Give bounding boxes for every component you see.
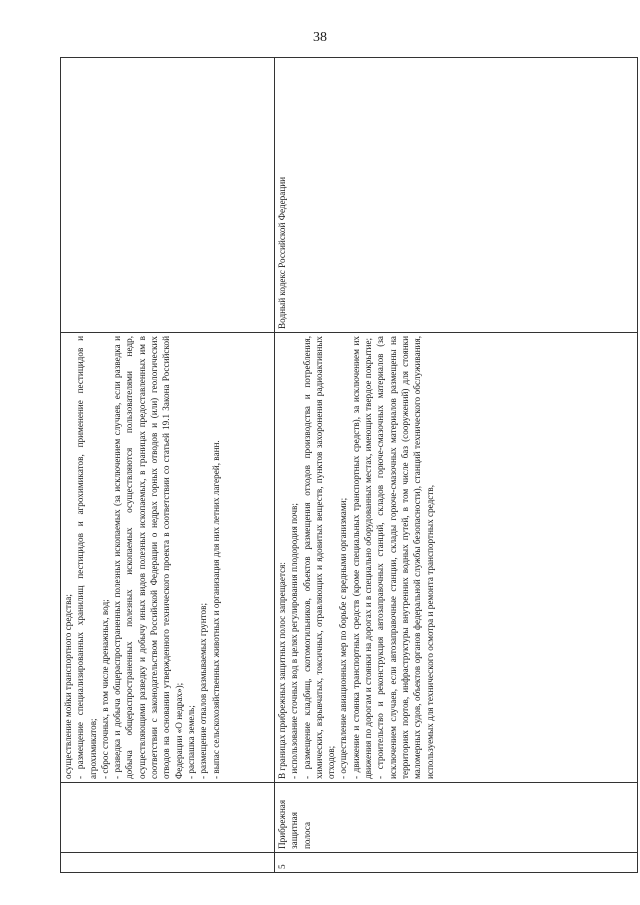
restrictions-table <box>60 57 638 873</box>
row-number-cell: 5 <box>275 853 638 873</box>
requirements-cell: В границах прибрежных защитных полос запрещается: - использование сточных вод в целях регулирования плодородия почв; - размещение кладбищ, скотомогильников, объектов размещения отходов производства и потребления, химических, взрывчатых, токсичных, отравляющих и ядовитых веществ, пунктов захоронения радиоактивных отходов; - осуществление авиационных мер по борьбе с вредными организмами; - движение и стоянка транспортных средств (кроме специальных транспортных средств), за исключением их движения по дорогам и стоянки на дорогах и в специально оборудованных местах, имеющих твердое покрытие; - строительство и реконструкция автозаправочных станций, складов горюче-смазочных материалов (за исключением случаев, если автозаправочные станции, склады горюче-смазочных материалов размещены на территориях портов, инфраструктуры внутренних водных путей, в том числе баз (сооружений) для стоянки маломерных судов, объектов органов федеральной службы безопасности), станций технического обслуживания, используемых для технического осмотра и ремонта транспортных средств, <box>275 333 638 783</box>
rotated-table-wrapper <box>60 58 635 873</box>
zone-name-cell <box>61 783 275 853</box>
requirements-cell: осуществление мойки транспортного средства; - размещение специализированных хранилищ пестицидов и агрохимикатов, применение пестицидов и агрохимикатов; - сброс сточных, в том числе дренажных, вод; - разведка и добыча общераспространенных полезных ископаемых (за исключением случаев, если разведка и добыча общераспространенных полезных ископаемых осуществляются пользователями недр, осуществляющими разведку и добычу иных видов полезных ископаемых, в границах предоставленных им в соответствии с законодательством Российской Федерации о недрах горных отводов и (или) геологических отводов на основании утвержденного технического проекта в соответствии со статьей 19.1 Закона Российской Федерации «О недрах»); - распашка земель; - размещение отвалов размываемых грунтов; - выпас сельскохозяйственных животных и организация для них летних лагерей, ванн. <box>61 333 275 783</box>
table-row <box>275 58 638 873</box>
row-number-cell <box>61 853 275 873</box>
page-number: 38 <box>313 30 327 45</box>
table-row <box>61 58 275 873</box>
legal-basis-cell <box>61 58 275 333</box>
legal-basis-cell: Водный кодекс Российской Федерации <box>275 58 638 333</box>
zone-name-cell: Прибрежная защитная полоса <box>275 783 638 853</box>
